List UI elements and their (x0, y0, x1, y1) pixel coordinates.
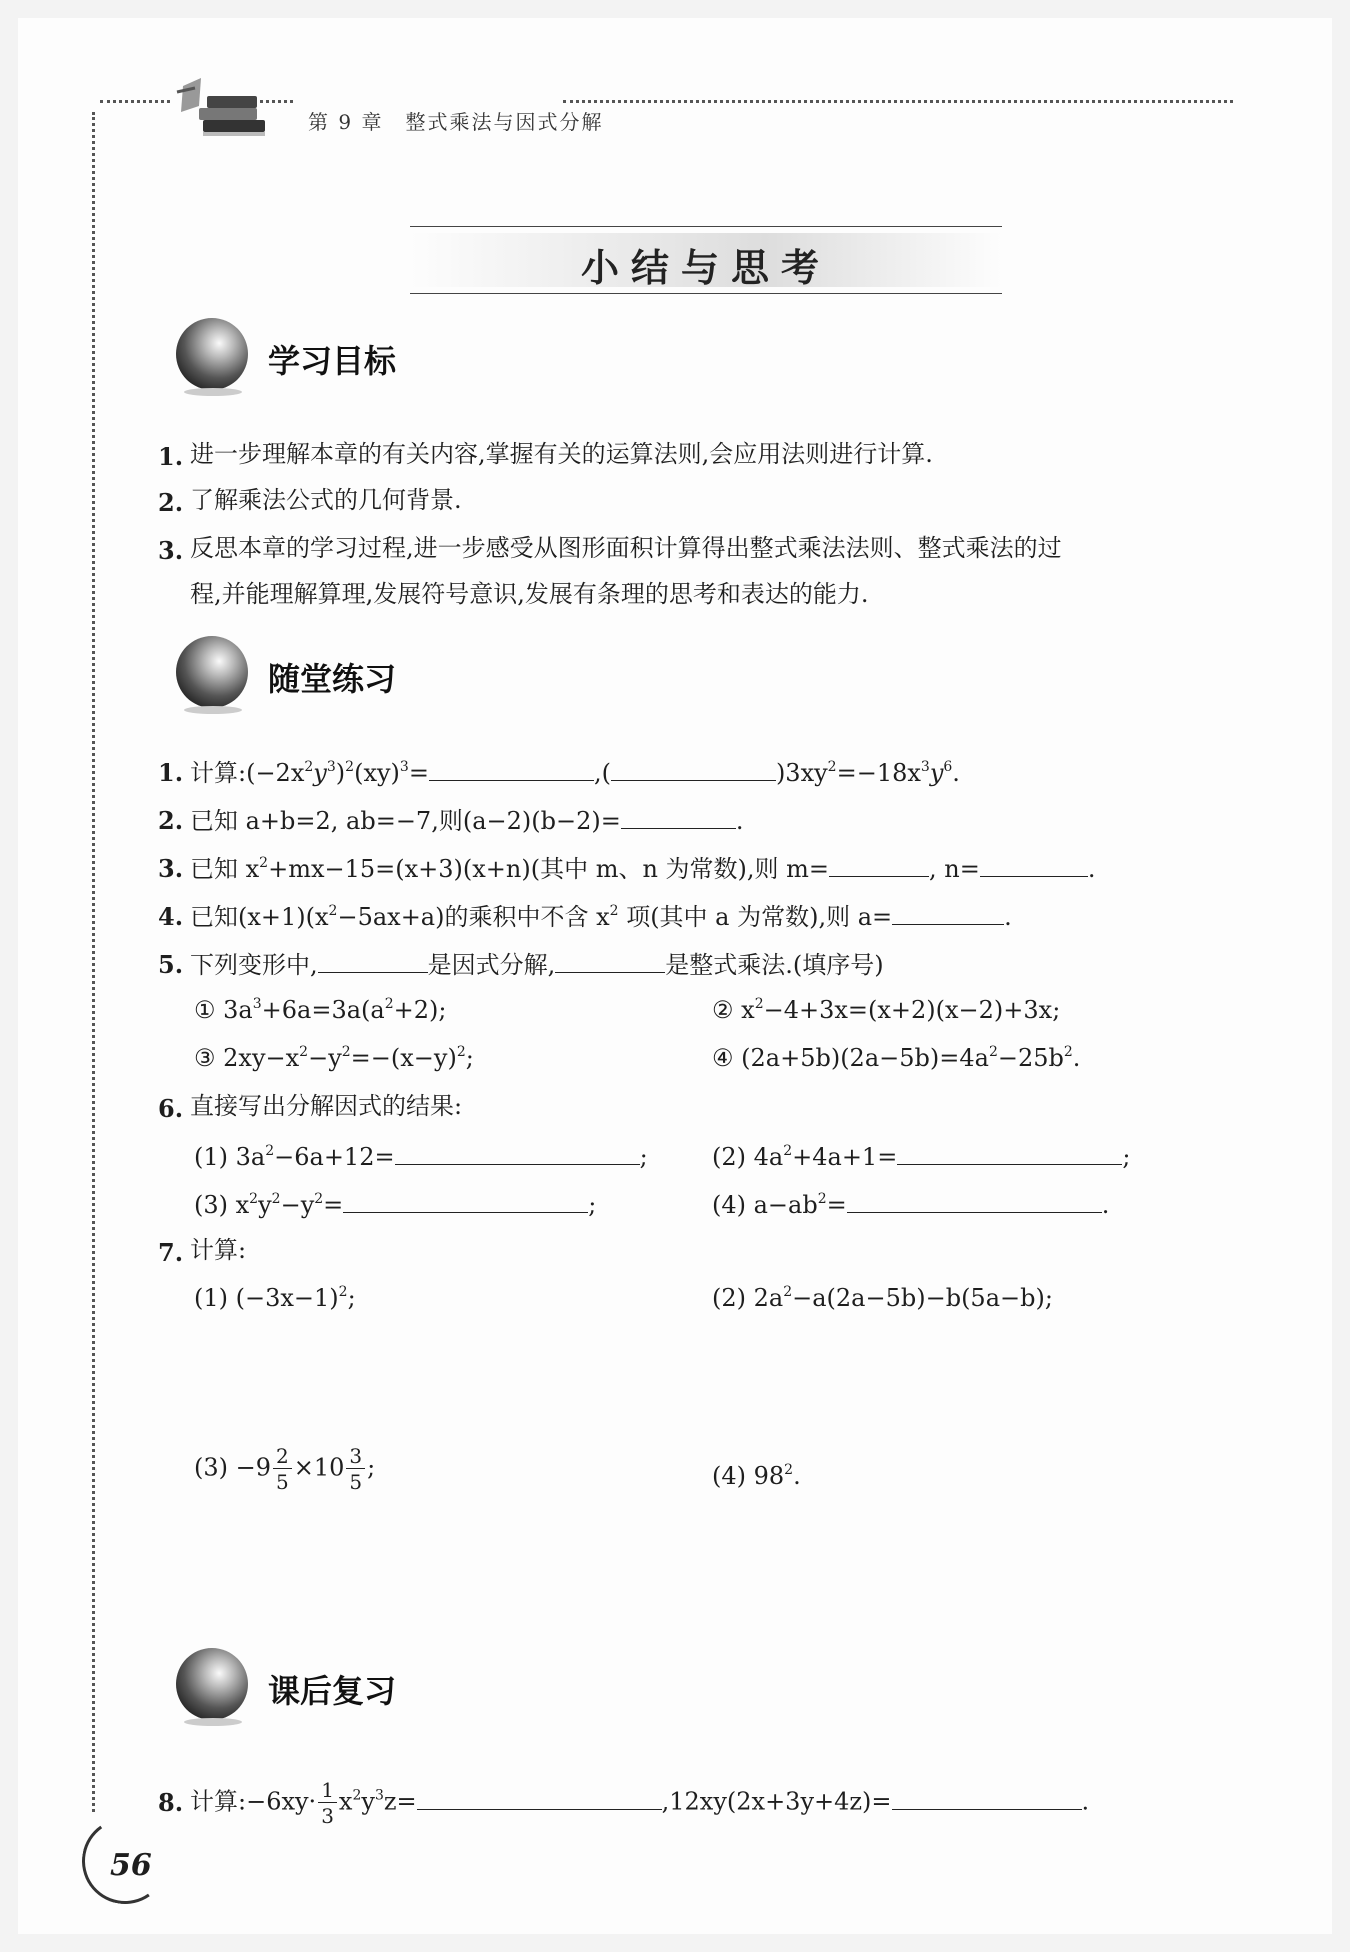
fraction: $\frac{2}{5}$ (273, 1446, 292, 1492)
page-title: 小结与思考 (580, 246, 831, 290)
question-6: 直接写出分解因式的结果: (190, 1092, 463, 1120)
question-1: 计算$:(-2x^2y^3)^2(xy)^3=$ ,( )$3xy^2=-18x^3y^6$. (190, 759, 960, 787)
question-7-part-1: (1) $(-3x-1)^2$; (194, 1284, 356, 1312)
question-number: 7. (158, 1238, 184, 1267)
question-number: 3. (158, 854, 184, 883)
question-3: 已知 $x^2+mx-15=(x+3)(x+n)$(其中 m、n 为常数),则 m= , n= . (190, 855, 1096, 883)
goal-text: 反思本章的学习过程,进一步感受从图形面积计算得出整式乘法法则、整式乘法的过 (190, 534, 1062, 562)
option-4: ④ $(2a+5b)(2a-5b)=4a^2-25b^2$. (712, 1044, 1081, 1072)
goal-number: 1. (158, 442, 184, 471)
answer-blank[interactable] (318, 950, 428, 973)
answer-blank[interactable] (892, 902, 1004, 925)
question-7-part-4: (4) $98^2$. (712, 1462, 801, 1490)
title-box (410, 226, 1002, 294)
fraction: $\frac{1}{3}$ (318, 1780, 337, 1826)
question-4: 已知$(x+1)(x^2-5ax+a)$的乘积中不含 $x^2$ 项(其中 a 为常数),则 a= . (190, 903, 1012, 931)
question-number: 8. (158, 1788, 184, 1817)
question-2: 已知 a+b=2, ab=−7,则(a−2)(b−2)= . (190, 807, 744, 835)
section-review-title: 课后复习 (268, 1672, 397, 1710)
question-6-part-2: (2) $4a^2+4a+1=$ ; (712, 1143, 1131, 1171)
answer-blank[interactable] (555, 950, 665, 973)
header-dotted-line-left (100, 100, 170, 103)
answer-blank[interactable] (847, 1190, 1102, 1213)
goal-text: 程,并能理解算理,发展符号意识,发展有条理的思考和表达的能力. (190, 580, 869, 608)
answer-blank[interactable] (829, 854, 929, 877)
globe-icon (176, 636, 248, 708)
option-2: ② $x^2-4+3x=(x+2)(x-2)+3x$; (712, 996, 1061, 1024)
question-number: 5. (158, 950, 184, 979)
section-practice-title: 随堂练习 (268, 660, 397, 698)
goal-text: 了解乘法公式的几何背景. (190, 486, 462, 514)
answer-blank[interactable] (980, 854, 1088, 877)
page-number: 56 (110, 1848, 152, 1883)
answer-blank[interactable] (611, 758, 776, 781)
page (18, 18, 1332, 1934)
question-6-part-3: (3) $x^2y^2-y^2=$ ; (194, 1191, 597, 1219)
chapter-header: 第 9 章 整式乘法与因式分解 (308, 110, 604, 134)
option-1: ① $3a^3+6a=3a(a^2+2)$; (194, 996, 447, 1024)
question-8: 计算:−6xy· $\frac{1}{3}$ $x^2y^3z= ,12xy(2x+3y+4z)=$ . (190, 1778, 1090, 1828)
sphere-shadow (184, 388, 242, 396)
answer-blank[interactable] (897, 1142, 1122, 1165)
question-number: 2. (158, 806, 184, 835)
books-logo-icon (173, 76, 273, 148)
sphere-icon (176, 1648, 248, 1720)
answer-blank[interactable] (892, 1787, 1082, 1810)
sphere-shadow (184, 1718, 242, 1726)
question-7-part-3: (3) −9 $\frac{2}{5}$ ×10 $\frac{3}{5}$ ; (194, 1444, 376, 1494)
header-dotted-line-right (563, 100, 1233, 103)
answer-blank[interactable] (429, 758, 594, 781)
answer-blank[interactable] (343, 1190, 588, 1213)
sphere-shadow (184, 706, 242, 714)
goal-number: 2. (158, 488, 184, 517)
option-3: ③ $2xy-x^2-y^2=-(x-y)^2$; (194, 1044, 474, 1072)
question-7-part-2: (2) $2a^2-a(2a-5b)-b(5a-b)$; (712, 1284, 1053, 1312)
question-6-part-4: (4) $a-ab^2=$ . (712, 1191, 1110, 1219)
question-number: 4. (158, 902, 184, 931)
goal-text: 进一步理解本章的有关内容,掌握有关的运算法则,会应用法则进行计算. (190, 440, 933, 468)
answer-blank[interactable] (621, 806, 736, 829)
question-number: 1. (158, 758, 184, 787)
question-number: 6. (158, 1094, 184, 1123)
answer-blank[interactable] (417, 1787, 662, 1810)
fraction: $\frac{3}{5}$ (346, 1446, 365, 1492)
question-6-part-1: (1) $3a^2-6a+12=$ ; (194, 1143, 648, 1171)
sphere-icon (176, 318, 248, 390)
question-7: 计算: (190, 1236, 247, 1264)
question-5: 下列变形中, 是因式分解, 是整式乘法.(填序号) (190, 951, 884, 979)
answer-blank[interactable] (395, 1142, 640, 1165)
goal-number: 3. (158, 536, 184, 565)
section-goals-title: 学习目标 (268, 342, 397, 380)
margin-dotted-line (92, 112, 95, 1812)
